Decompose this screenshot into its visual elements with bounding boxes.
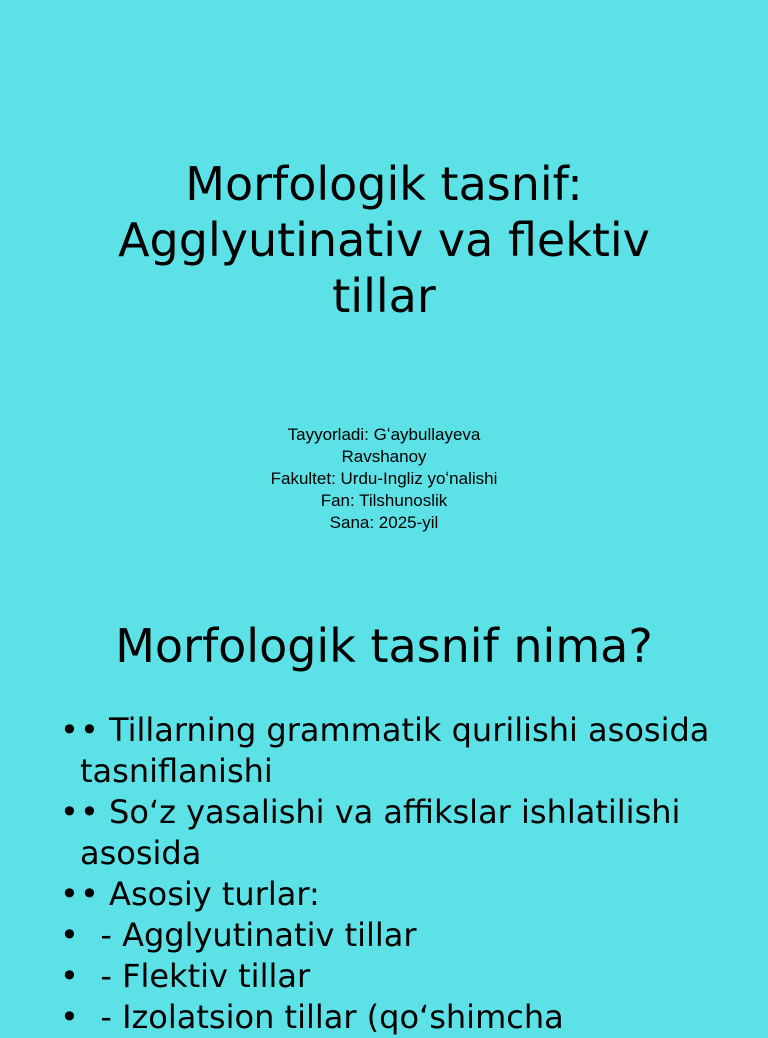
content-slide (0, 576, 768, 1036)
subtitle-line-author-name: Ravshanoy (341, 447, 427, 466)
bullet-item: • • Asosiy turlar: (60, 874, 740, 915)
bullet-list (60, 710, 740, 1038)
slide-title: Morfologik tasnif: Agglyutinativ va flektiv tillar (118, 157, 650, 323)
subtitle-line-faculty: Fakultet: Urdu-Ingliz yoʻnalishi (270, 469, 498, 488)
slide-subtitle (160, 424, 608, 534)
bullet-item: • - Flektiv tillar (60, 956, 740, 997)
bullet-item: • • Soʻz yasalishi va affikslar ishlatilishi asosida (60, 792, 740, 874)
bullet-item: • - Agglyutinativ tillar (60, 915, 740, 956)
bullet-item: • • Tillarning grammatik qurilishi asosida tasniflanishi (60, 710, 740, 792)
slide-heading: Morfologik tasnif nima? (115, 619, 653, 673)
subtitle-line-subject: Fan: Tilshunoslik (320, 491, 448, 510)
subtitle-line-author: Tayyorladi: Gʻaybullayeva (287, 425, 481, 444)
subtitle-line-date: Sana: 2025-yil (329, 513, 439, 532)
bullet-item: • - Izolatsion tillar (qoʻshimcha (60, 997, 740, 1038)
